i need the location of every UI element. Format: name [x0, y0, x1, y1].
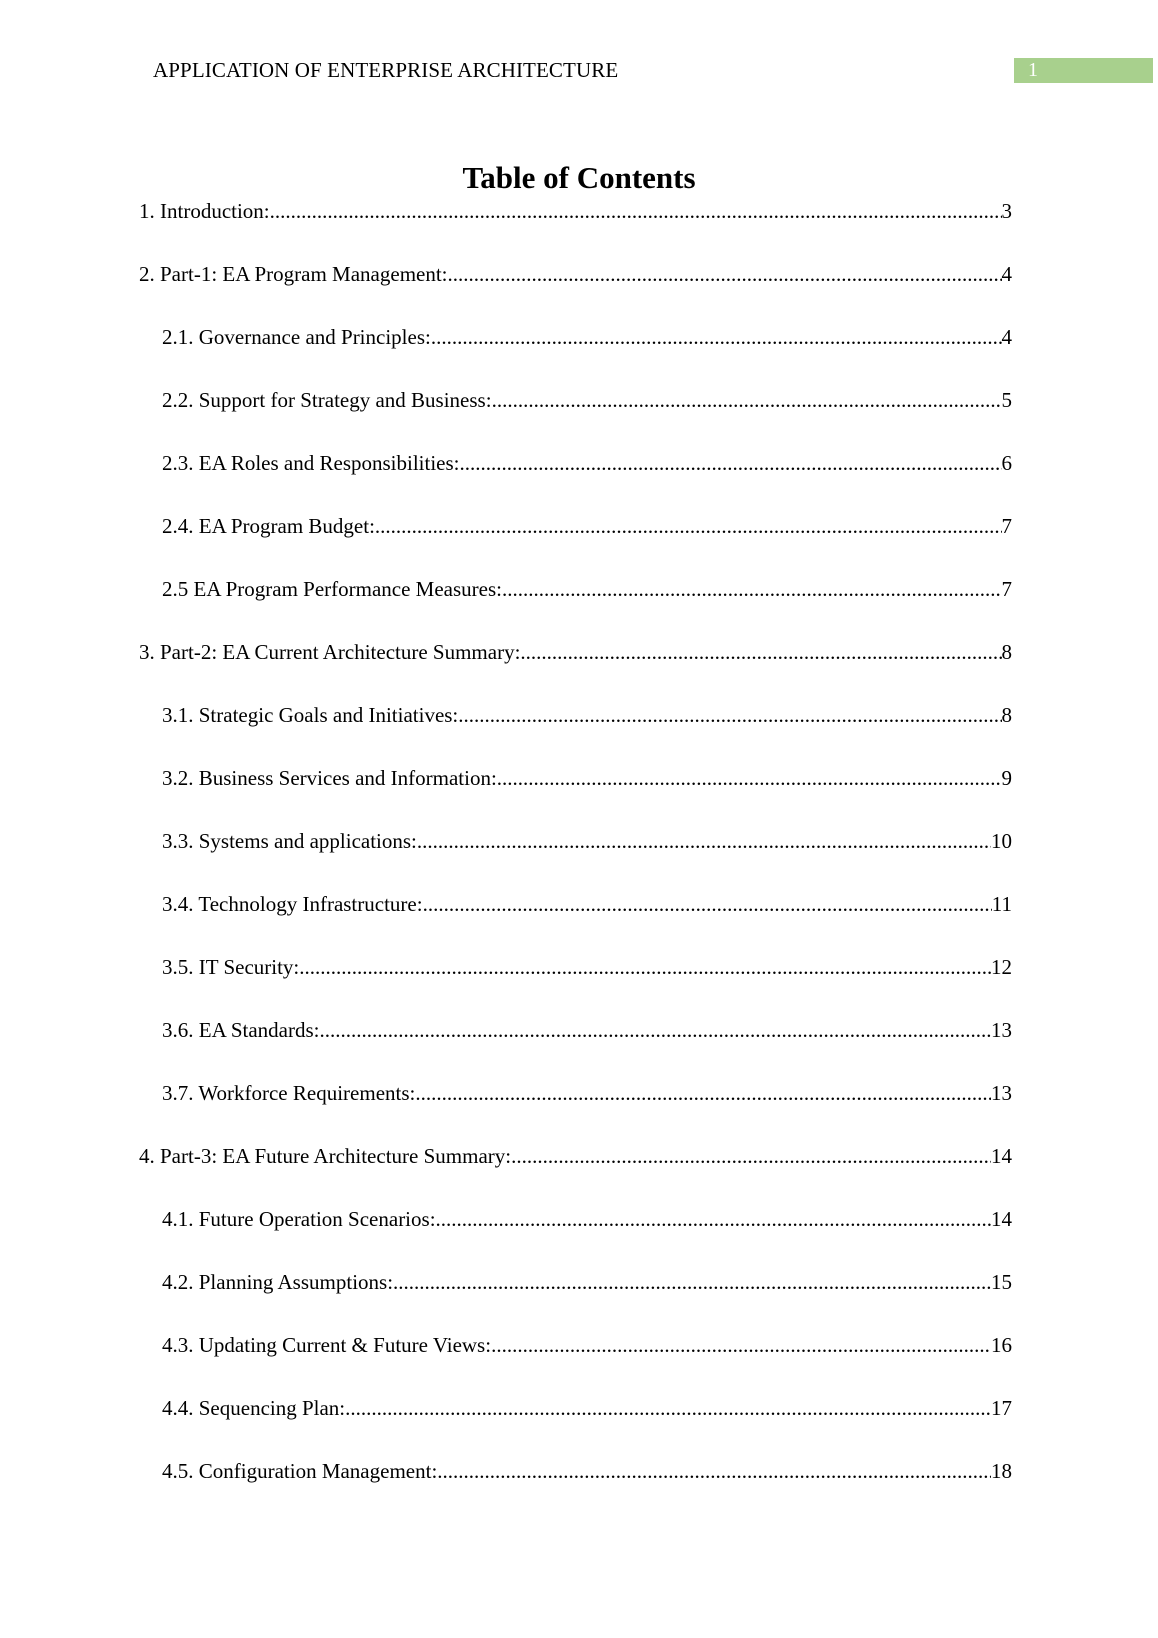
- toc-entry-label: 4.1. Future Operation Scenarios:: [162, 1207, 436, 1231]
- toc-dot-leader: [502, 577, 1002, 602]
- toc-entry[interactable]: [139, 1459, 1012, 1522]
- toc-dot-leader: [460, 451, 1002, 476]
- toc-entry-label: 3.2. Business Services and Information:: [162, 766, 497, 790]
- toc-dot-leader: [375, 514, 1002, 539]
- toc-entry[interactable]: [139, 1144, 1012, 1207]
- toc-entry[interactable]: [139, 1270, 1012, 1333]
- toc-dot-leader: [431, 325, 1002, 350]
- toc-entry-label: 3.5. IT Security:: [162, 955, 300, 979]
- toc-entry-page: 7: [1001, 514, 1012, 538]
- toc-entry[interactable]: [139, 514, 1012, 577]
- toc-entry[interactable]: [139, 1396, 1012, 1459]
- table-of-contents: [139, 199, 1012, 1522]
- toc-entry[interactable]: [139, 766, 1012, 829]
- toc-entry[interactable]: [139, 1207, 1012, 1270]
- toc-entry-label: 3.4. Technology Infrastructure:: [162, 892, 423, 916]
- toc-entry-label: 4. Part-3: EA Future Architecture Summary:: [139, 1144, 512, 1168]
- toc-entry-page: 4: [1001, 325, 1012, 349]
- toc-entry[interactable]: [139, 1333, 1012, 1396]
- toc-entry-label: 2. Part-1: EA Program Management:: [139, 262, 448, 286]
- toc-entry-page: 16: [991, 1333, 1012, 1357]
- toc-entry-label: 3.6. EA Standards:: [162, 1018, 320, 1042]
- toc-entry[interactable]: [139, 451, 1012, 514]
- toc-entry-page: 4: [1001, 262, 1012, 286]
- toc-entry-label: 4.4. Sequencing Plan:: [162, 1396, 346, 1420]
- toc-entry-page: 11: [991, 892, 1012, 916]
- toc-entry-page: 17: [991, 1396, 1012, 1420]
- toc-dot-leader: [492, 388, 1002, 413]
- toc-dot-leader: [491, 1333, 991, 1358]
- toc-entry-page: 3: [1001, 199, 1012, 223]
- toc-dot-leader: [345, 1396, 991, 1421]
- toc-entry-page: 8: [1001, 703, 1012, 727]
- toc-entry-label: 3. Part-2: EA Current Architecture Summary:: [139, 640, 521, 664]
- toc-entry-page: 13: [991, 1018, 1012, 1042]
- toc-dot-leader: [423, 892, 992, 917]
- running-header-title: APPLICATION OF ENTERPRISE ARCHITECTURE: [153, 58, 619, 82]
- toc-dot-leader: [497, 766, 1002, 791]
- toc-dot-leader: [448, 262, 1002, 287]
- toc-entry-page: 15: [991, 1270, 1012, 1294]
- toc-entry[interactable]: [139, 703, 1012, 766]
- toc-entry-page: 9: [1001, 766, 1012, 790]
- toc-entry-page: 5: [1001, 388, 1012, 412]
- toc-entry-label: 4.2. Planning Assumptions:: [162, 1270, 394, 1294]
- toc-entry[interactable]: [139, 1081, 1012, 1144]
- toc-dot-leader: [511, 1144, 991, 1169]
- toc-entry[interactable]: [139, 829, 1012, 892]
- toc-entry-label: 2.1. Governance and Principles:: [162, 325, 431, 349]
- toc-dot-leader: [320, 1018, 992, 1043]
- toc-dot-leader: [299, 955, 991, 980]
- toc-entry-page: 18: [991, 1459, 1012, 1483]
- toc-entry-label: 2.4. EA Program Budget:: [162, 514, 375, 538]
- toc-entry-page: 13: [991, 1081, 1012, 1105]
- toc-entry[interactable]: [139, 892, 1012, 955]
- toc-dot-leader: [415, 1081, 991, 1106]
- toc-entry-page: 10: [991, 829, 1012, 853]
- toc-entry[interactable]: [139, 955, 1012, 1018]
- toc-dot-leader: [270, 199, 1002, 224]
- toc-entry-page: 12: [991, 955, 1012, 979]
- toc-entry-page: 7: [1001, 577, 1012, 601]
- toc-entry[interactable]: [139, 640, 1012, 703]
- toc-dot-leader: [520, 640, 1001, 665]
- toc-dot-leader: [437, 1459, 991, 1484]
- toc-entry-page: 8: [1001, 640, 1012, 664]
- toc-dot-leader: [458, 703, 1001, 728]
- toc-entry-page: 14: [991, 1144, 1012, 1168]
- toc-entry-label: 2.5 EA Program Performance Measures:: [162, 577, 502, 601]
- toc-dot-leader: [417, 829, 991, 854]
- toc-entry[interactable]: [139, 262, 1012, 325]
- toc-entry-label: 4.3. Updating Current & Future Views:: [162, 1333, 492, 1357]
- toc-entry-page: 6: [1001, 451, 1012, 475]
- toc-entry-page: 14: [991, 1207, 1012, 1231]
- toc-entry-label: 3.3. Systems and applications:: [162, 829, 417, 853]
- toc-entry-label: 1. Introduction:: [139, 199, 270, 223]
- toc-entry[interactable]: [139, 325, 1012, 388]
- toc-entry[interactable]: [139, 199, 1012, 262]
- toc-entry[interactable]: [139, 1018, 1012, 1081]
- toc-entry-label: 4.5. Configuration Management:: [162, 1459, 438, 1483]
- toc-entry[interactable]: [139, 577, 1012, 640]
- toc-entry-label: 2.2. Support for Strategy and Business:: [162, 388, 492, 412]
- toc-dot-leader: [436, 1207, 991, 1232]
- toc-entry-label: 3.7. Workforce Requirements:: [162, 1081, 416, 1105]
- toc-title: Table of Contents: [462, 160, 696, 195]
- page-number-badge: 1: [1014, 58, 1153, 83]
- toc-entry[interactable]: [139, 388, 1012, 451]
- toc-dot-leader: [393, 1270, 991, 1295]
- toc-entry-label: 2.3. EA Roles and Responsibilities:: [162, 451, 460, 475]
- toc-entry-label: 3.1. Strategic Goals and Initiatives:: [162, 703, 459, 727]
